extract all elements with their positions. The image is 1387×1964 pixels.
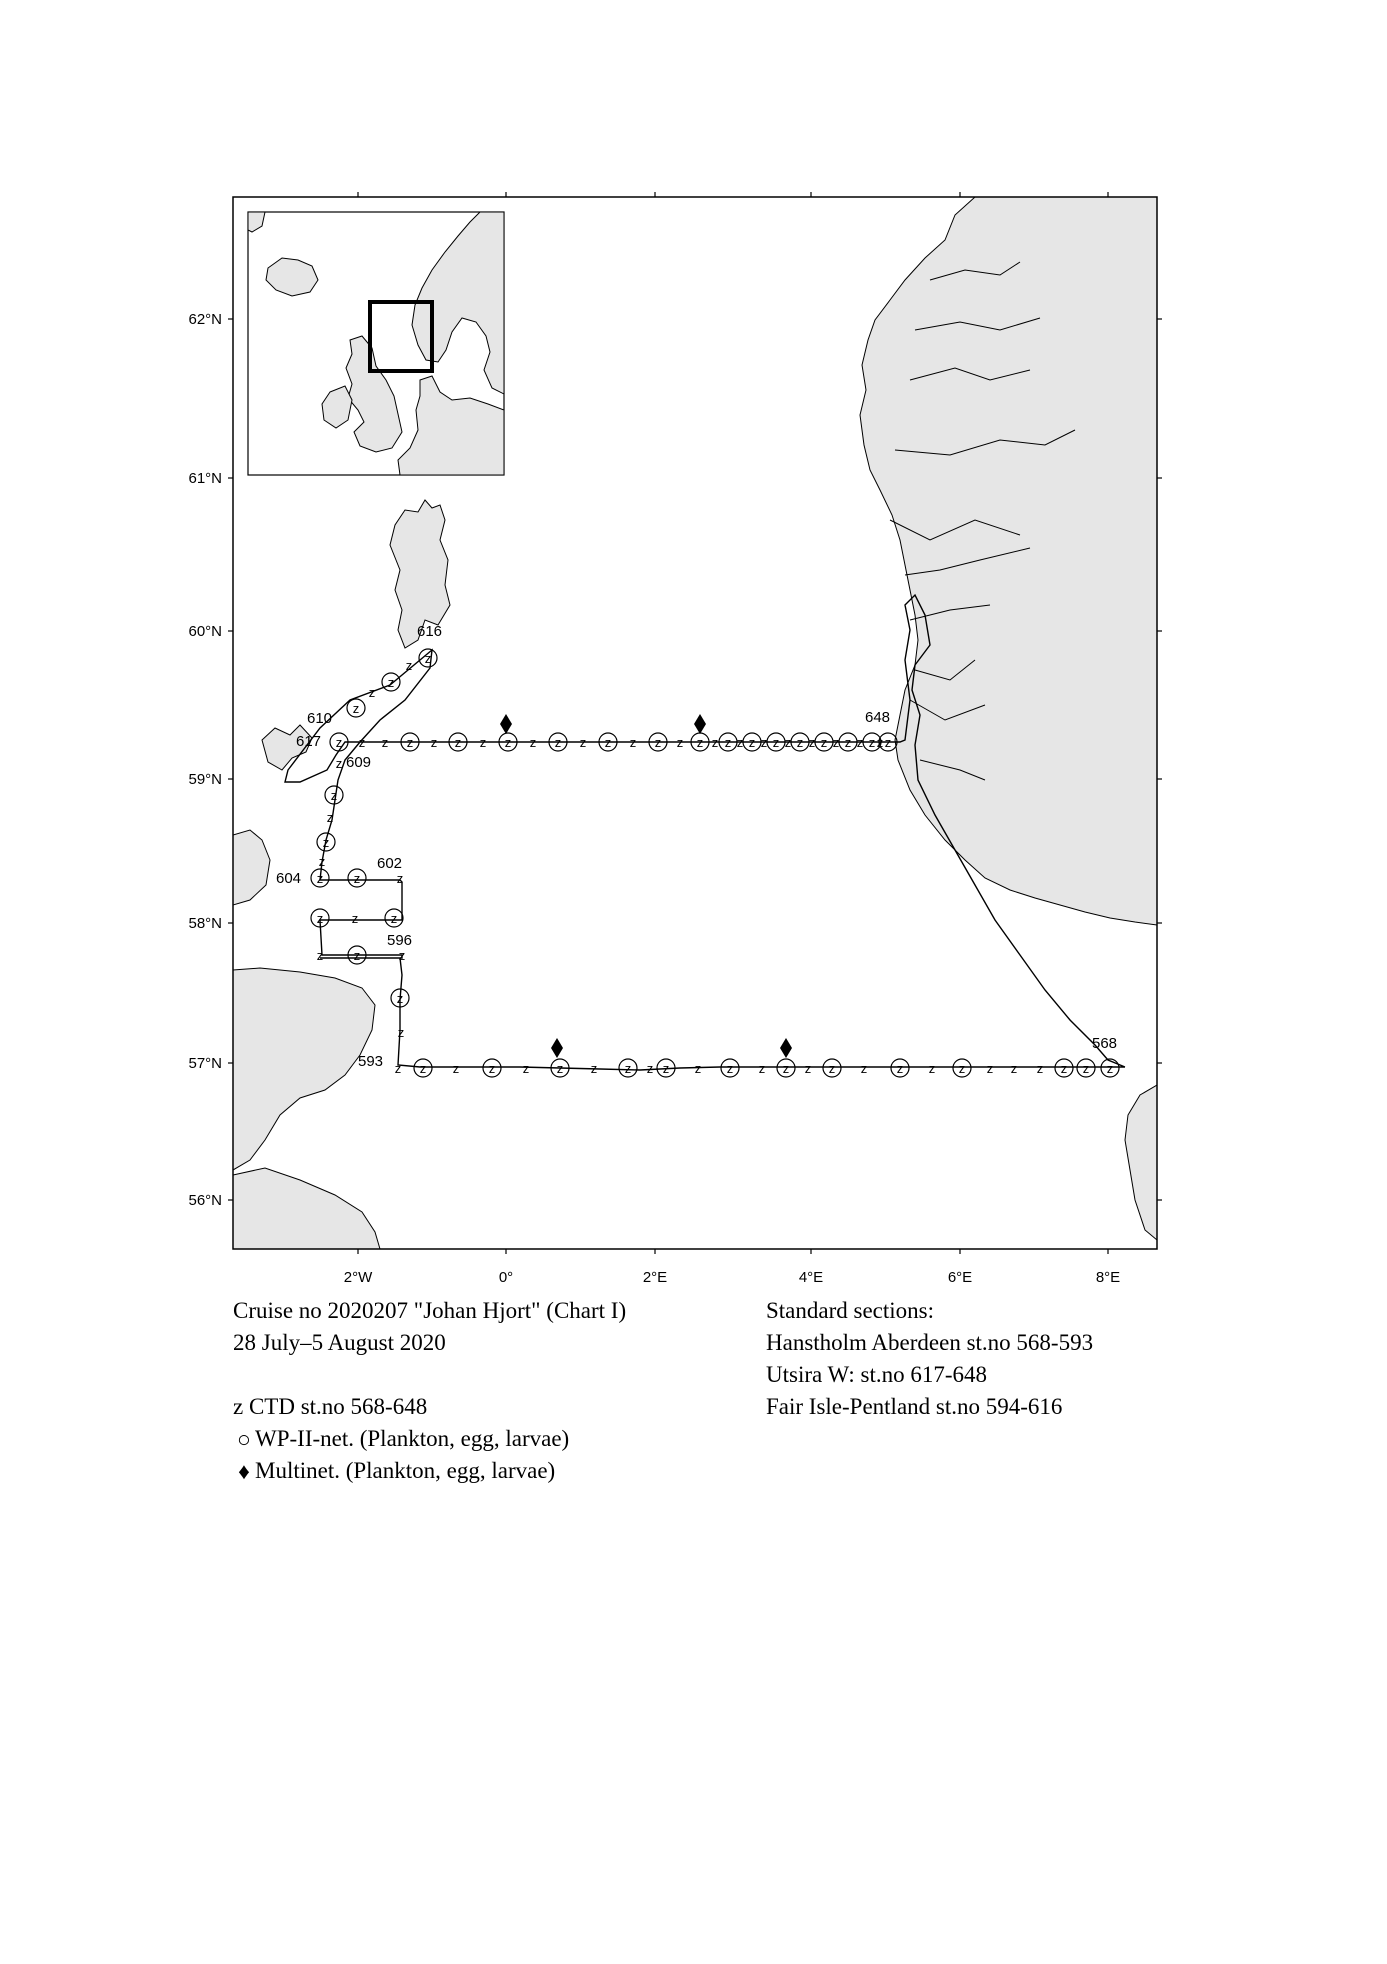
- ctd-station-z: z: [928, 1061, 936, 1076]
- caption-left: [233, 1295, 626, 1487]
- ctd-station-z: z: [832, 735, 840, 750]
- ctd-station-z: z: [711, 735, 719, 750]
- ctd-station-z: z: [419, 1061, 427, 1076]
- station-label-602: 602: [377, 855, 403, 872]
- ctd-station-z: z: [387, 675, 395, 690]
- ctd-station-z: z: [479, 735, 487, 750]
- ctd-station-z: z: [694, 1061, 702, 1076]
- section-fair-isle-pentland: Fair Isle-Pentland st.no 594-616: [766, 1394, 1063, 1419]
- ctd-station-z: z: [322, 835, 330, 850]
- ctd-station-z: z: [624, 1061, 632, 1076]
- multinet-diamond: [500, 714, 512, 734]
- ctd-station-z: z: [758, 1061, 766, 1076]
- ctd-station-z: z: [860, 1061, 868, 1076]
- section-hanstholm-aberdeen: Hanstholm Aberdeen st.no 568-593: [766, 1330, 1094, 1355]
- station-label-596: 596: [387, 932, 413, 949]
- ctd-station-z: z: [381, 735, 389, 750]
- ctd-station-z: z: [424, 651, 432, 666]
- ctd-station-z: z: [396, 991, 404, 1006]
- ctd-station-z: z: [396, 871, 404, 886]
- legend-wp2: [233, 1423, 626, 1455]
- station-label-617: 617: [296, 733, 322, 750]
- ctd-station-z: z: [529, 735, 537, 750]
- ctd-station-z: z: [784, 735, 792, 750]
- ctd-station-z: z: [604, 735, 612, 750]
- ctd-station-z: z: [804, 1061, 812, 1076]
- ctd-station-z: z: [696, 735, 704, 750]
- ctd-station-z: z: [1082, 1061, 1090, 1076]
- ctd-station-z: z: [397, 1025, 405, 1040]
- ctd-station-z: z: [876, 735, 884, 750]
- lon-label-2w: 2°W: [343, 1269, 373, 1286]
- lat-label-56: 56°N: [188, 1192, 222, 1209]
- ctd-station-z: z: [353, 871, 361, 886]
- ctd-station-z: z: [1060, 1061, 1068, 1076]
- cruise-title: Cruise no 2020207 "Johan Hjort" (Chart I): [233, 1298, 627, 1323]
- ctd-station-z: z: [676, 735, 684, 750]
- ctd-station-z: z: [335, 756, 343, 771]
- station-label-610: 610: [307, 710, 333, 727]
- scotland-south: [233, 1168, 380, 1249]
- ctd-station-z: z: [335, 735, 343, 750]
- ctd-station-z: z: [820, 735, 828, 750]
- ctd-station-z: z: [430, 735, 438, 750]
- ctd-station-z: z: [724, 735, 732, 750]
- denmark-coast: [1125, 1085, 1157, 1240]
- lat-label-62: 62°N: [188, 311, 222, 328]
- ctd-station-z: z: [394, 1061, 402, 1076]
- ctd-station-z: z: [662, 1061, 670, 1076]
- station-label-568: 568: [1092, 1035, 1118, 1052]
- ctd-station-z: z: [579, 735, 587, 750]
- ctd-station-z: z: [726, 1061, 734, 1076]
- station-label-609: 609: [346, 754, 372, 771]
- ctd-station-z: z: [1010, 1061, 1018, 1076]
- ctd-station-z: z: [958, 1061, 966, 1076]
- ctd-station-z: z: [504, 735, 512, 750]
- ctd-station-z: z: [351, 911, 359, 926]
- ctd-station-z: z: [646, 1061, 654, 1076]
- ctd-station-z: z: [736, 735, 744, 750]
- ctd-station-z: z: [330, 788, 338, 803]
- ctd-station-z: z: [1036, 1061, 1044, 1076]
- ctd-station-z: z: [986, 1061, 994, 1076]
- lon-label-6e: 6°E: [947, 1269, 973, 1286]
- ctd-station-z: z: [390, 911, 398, 926]
- multinet-diamond: [694, 714, 706, 734]
- ctd-station-z: z: [828, 1061, 836, 1076]
- station-label-604: 604: [276, 870, 302, 887]
- multinet-station-markers: [500, 714, 792, 1058]
- ctd-station-z: z: [454, 735, 462, 750]
- ctd-station-z: z: [629, 735, 637, 750]
- cruise-dates: 28 July–5 August 2020: [233, 1330, 446, 1355]
- lat-label-59: 59°N: [188, 771, 222, 788]
- ctd-station-z: z: [760, 735, 768, 750]
- caption-right: [766, 1295, 1093, 1423]
- wp2-circle-icon: ○: [237, 1426, 251, 1452]
- ctd-station-z: z: [488, 1061, 496, 1076]
- ctd-station-z: z: [1106, 1061, 1114, 1076]
- legend-ctd: z CTD st.no 568-648: [233, 1394, 428, 1419]
- lat-label-61: 61°N: [188, 470, 222, 487]
- ctd-station-z: z: [353, 948, 361, 963]
- ctd-station-z: z: [868, 735, 876, 750]
- ctd-station-z: z: [554, 735, 562, 750]
- ctd-station-z: z: [590, 1061, 598, 1076]
- ctd-station-z: z: [316, 911, 324, 926]
- multinet-diamond-icon: ♦: [238, 1458, 250, 1484]
- multinet-diamond: [780, 1038, 792, 1058]
- ctd-station-z: z: [358, 735, 366, 750]
- ctd-station-z: z: [368, 685, 376, 700]
- ctd-station-z: z: [856, 735, 864, 750]
- caithness-coast: [233, 830, 270, 905]
- ctd-station-z: z: [772, 735, 780, 750]
- lon-tick-labels: [344, 1269, 1120, 1286]
- ctd-station-z: z: [782, 1061, 790, 1076]
- ctd-station-z: z: [884, 735, 892, 750]
- legend-multinet-text: Multinet. (Plankton, egg, larvae): [255, 1458, 556, 1483]
- scotland-coast: [233, 968, 375, 1170]
- ctd-station-z: z: [326, 810, 334, 825]
- multinet-diamond: [551, 1038, 563, 1058]
- lat-label-58: 58°N: [188, 915, 222, 932]
- ctd-station-z: z: [316, 948, 324, 963]
- lat-tick-labels: [188, 311, 222, 1209]
- ctd-station-z: z: [352, 701, 360, 716]
- ctd-station-z: z: [318, 854, 326, 869]
- norway-coast: [860, 197, 1157, 925]
- ctd-station-z: z: [654, 735, 662, 750]
- ctd-station-z: z: [406, 735, 414, 750]
- ctd-station-z: z: [796, 735, 804, 750]
- lon-label-2e: 2°E: [642, 1269, 668, 1286]
- legend-wp2-text: WP-II-net. (Plankton, egg, larvae): [255, 1426, 570, 1451]
- ctd-station-z: z: [316, 871, 324, 886]
- ctd-station-z: z: [556, 1061, 564, 1076]
- station-label-593: 593: [358, 1053, 384, 1070]
- standard-sections-heading: Standard sections:: [766, 1298, 934, 1323]
- ctd-station-z: z: [452, 1061, 460, 1076]
- ctd-station-z: z: [398, 948, 406, 963]
- section-utsira-w: Utsira W: st.no 617-648: [766, 1362, 988, 1387]
- legend-multinet: [233, 1455, 626, 1487]
- ctd-station-z: z: [896, 1061, 904, 1076]
- lon-label-0: 0°: [498, 1269, 514, 1286]
- ctd-station-z: z: [844, 735, 852, 750]
- inset-map: [248, 212, 504, 475]
- ctd-station-z: z: [748, 735, 756, 750]
- lat-label-60: 60°N: [188, 623, 222, 640]
- station-label-648: 648: [865, 709, 891, 726]
- lon-label-4e: 4°E: [798, 1269, 824, 1286]
- lat-label-57: 57°N: [188, 1055, 222, 1072]
- ctd-station-z: z: [808, 735, 816, 750]
- station-label-616: 616: [417, 623, 443, 640]
- ctd-station-z: z: [405, 658, 413, 673]
- ctd-station-z: z: [522, 1061, 530, 1076]
- lon-label-8e: 8°E: [1095, 1269, 1121, 1286]
